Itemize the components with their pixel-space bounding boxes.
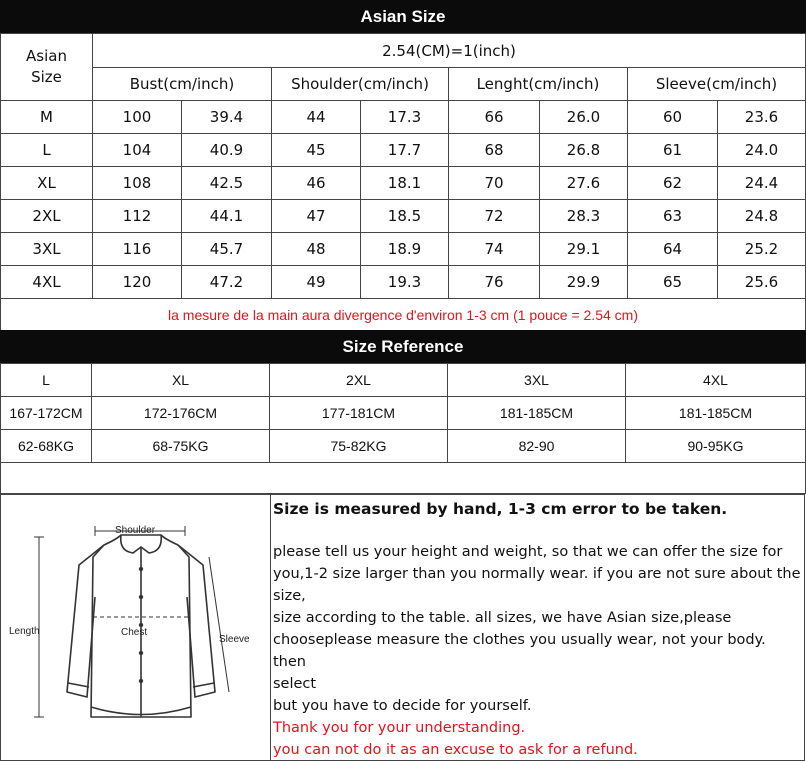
- reference-height-cell: 167-172CM: [1, 397, 92, 430]
- measurement-cell: 112: [93, 200, 182, 233]
- measurement-cell: 62: [628, 167, 718, 200]
- size-label-cell: 4XL: [1, 266, 93, 299]
- measurement-cell: 29.9: [540, 266, 628, 299]
- measurement-cell: 40.9: [182, 134, 272, 167]
- column-header: Lenght(cm/inch): [449, 68, 628, 101]
- size-row: [1, 200, 806, 233]
- measurement-cell: 65: [628, 266, 718, 299]
- info-line: you,1-2 size larger than you normally wear. if you are not sure about the: [273, 566, 801, 582]
- shirt-diagram: [9, 517, 264, 727]
- size-reference-banner: Size Reference: [0, 330, 806, 363]
- measurement-cell: 66: [449, 101, 540, 134]
- measurement-cell: 70: [449, 167, 540, 200]
- shirt-outline-icon: [9, 517, 264, 727]
- measurement-cell: 17.3: [361, 101, 449, 134]
- size-label-cell: XL: [1, 167, 93, 200]
- length-label: Length: [9, 626, 40, 637]
- info-gap: [273, 521, 803, 541]
- info-line: size according to the table. all sizes, we have Asian size,please: [273, 610, 732, 626]
- info-line: but you have to decide for yourself.: [273, 698, 532, 714]
- reference-weight-row: [1, 430, 806, 463]
- measurement-cell: 25.2: [718, 233, 806, 266]
- chest-label: Chest: [121, 627, 148, 638]
- measurement-cell: 42.5: [182, 167, 272, 200]
- measurement-cell: 63: [628, 200, 718, 233]
- measurement-cell: 108: [93, 167, 182, 200]
- info-red-line: you can not do it as an excuse to ask for a refund.: [273, 742, 638, 758]
- column-header: Bust(cm/inch): [93, 68, 272, 101]
- measurement-cell: 18.1: [361, 167, 449, 200]
- measurement-cell: 27.6: [540, 167, 628, 200]
- measurement-cell: 24.8: [718, 200, 806, 233]
- measurement-cell: 29.1: [540, 233, 628, 266]
- measurement-cell: 104: [93, 134, 182, 167]
- size-reference-table: [0, 363, 806, 494]
- measurement-cell: 28.3: [540, 200, 628, 233]
- measurement-cell: 26.0: [540, 101, 628, 134]
- conversion-note: 2.54(CM)=1(inch): [93, 34, 806, 68]
- guide-divider: [270, 495, 271, 760]
- info-red-lines: [273, 717, 803, 761]
- measurement-guide: [0, 494, 805, 761]
- reference-weight-cell: 90-95KG: [626, 430, 806, 463]
- info-lines: [273, 541, 803, 717]
- reference-height-row: [1, 397, 806, 430]
- reference-size-cell: 4XL: [626, 364, 806, 397]
- size-row: [1, 167, 806, 200]
- corner-label-line2: Size: [31, 68, 62, 86]
- reference-size-cell: 3XL: [448, 364, 626, 397]
- reference-weight-cell: 75-82KG: [270, 430, 448, 463]
- measurement-cell: 19.3: [361, 266, 449, 299]
- measurement-cell: 18.5: [361, 200, 449, 233]
- blank-cell: [1, 463, 806, 494]
- reference-size-cell: 2XL: [270, 364, 448, 397]
- size-label-cell: L: [1, 134, 93, 167]
- reference-size-row: [1, 364, 806, 397]
- measurement-cell: 39.4: [182, 101, 272, 134]
- measurement-cell: 26.8: [540, 134, 628, 167]
- size-row: [1, 233, 806, 266]
- size-label-cell: 3XL: [1, 233, 93, 266]
- measurement-cell: 48: [272, 233, 361, 266]
- measurement-cell: 25.6: [718, 266, 806, 299]
- sleeve-label: Sleeve: [219, 634, 250, 645]
- reference-height-cell: 172-176CM: [92, 397, 270, 430]
- measurement-cell: 64: [628, 233, 718, 266]
- note-row: [1, 299, 806, 332]
- asian-size-table: [0, 33, 806, 332]
- measurement-cell: 120: [93, 266, 182, 299]
- measurement-cell: 49: [272, 266, 361, 299]
- reference-height-cell: 181-185CM: [626, 397, 806, 430]
- measurement-cell: 68: [449, 134, 540, 167]
- measurement-cell: 116: [93, 233, 182, 266]
- info-heading: Size is measured by hand, 1-3 cm error to be taken.: [273, 500, 728, 518]
- reference-size-cell: XL: [92, 364, 270, 397]
- conversion-row: [1, 34, 806, 68]
- size-row: [1, 266, 806, 299]
- measurement-cell: 44: [272, 101, 361, 134]
- measurement-cell: 100: [93, 101, 182, 134]
- shoulder-label: Shoulder: [115, 525, 156, 536]
- measurement-cell: 76: [449, 266, 540, 299]
- info-line: please tell us your height and weight, so that we can offer the size for: [273, 544, 783, 560]
- reference-height-cell: 181-185CM: [448, 397, 626, 430]
- reference-weight-cell: 62-68KG: [1, 430, 92, 463]
- column-header: Sleeve(cm/inch): [628, 68, 806, 101]
- info-line: size,: [273, 588, 306, 604]
- measurement-cell: 61: [628, 134, 718, 167]
- measurement-cell: 44.1: [182, 200, 272, 233]
- measurement-cell: 47: [272, 200, 361, 233]
- info-line: select: [273, 676, 317, 692]
- reference-height-cell: 177-181CM: [270, 397, 448, 430]
- measurement-cell: 45: [272, 134, 361, 167]
- measurement-cell: 74: [449, 233, 540, 266]
- measurement-cell: 23.6: [718, 101, 806, 134]
- info-text-block: [273, 497, 803, 761]
- asian-size-banner: Asian Size: [0, 0, 806, 33]
- reference-size-cell: L: [1, 364, 92, 397]
- blank-row: [1, 463, 806, 494]
- info-line: chooseplease measure the clothes you usually wear, not your body. then: [273, 632, 766, 670]
- info-red-line: Thank you for your understanding.: [273, 720, 526, 736]
- measurement-cell: 46: [272, 167, 361, 200]
- column-header: Shoulder(cm/inch): [272, 68, 449, 101]
- measurement-cell: 17.7: [361, 134, 449, 167]
- reference-weight-cell: 68-75KG: [92, 430, 270, 463]
- size-label-cell: M: [1, 101, 93, 134]
- size-label-cell: 2XL: [1, 200, 93, 233]
- measurement-cell: 47.2: [182, 266, 272, 299]
- measurement-cell: 24.4: [718, 167, 806, 200]
- measurement-cell: 60: [628, 101, 718, 134]
- corner-label-line1: Asian: [26, 47, 67, 65]
- measurement-cell: 45.7: [182, 233, 272, 266]
- corner-label: [1, 34, 93, 101]
- header-row: [1, 68, 806, 101]
- measurement-cell: 18.9: [361, 233, 449, 266]
- reference-weight-cell: 82-90: [448, 430, 626, 463]
- size-row: [1, 134, 806, 167]
- measurement-cell: 72: [449, 200, 540, 233]
- size-row: [1, 101, 806, 134]
- measurement-cell: 24.0: [718, 134, 806, 167]
- measurement-note: la mesure de la main aura divergence d'environ 1-3 cm (1 pouce = 2.54 cm): [1, 299, 806, 332]
